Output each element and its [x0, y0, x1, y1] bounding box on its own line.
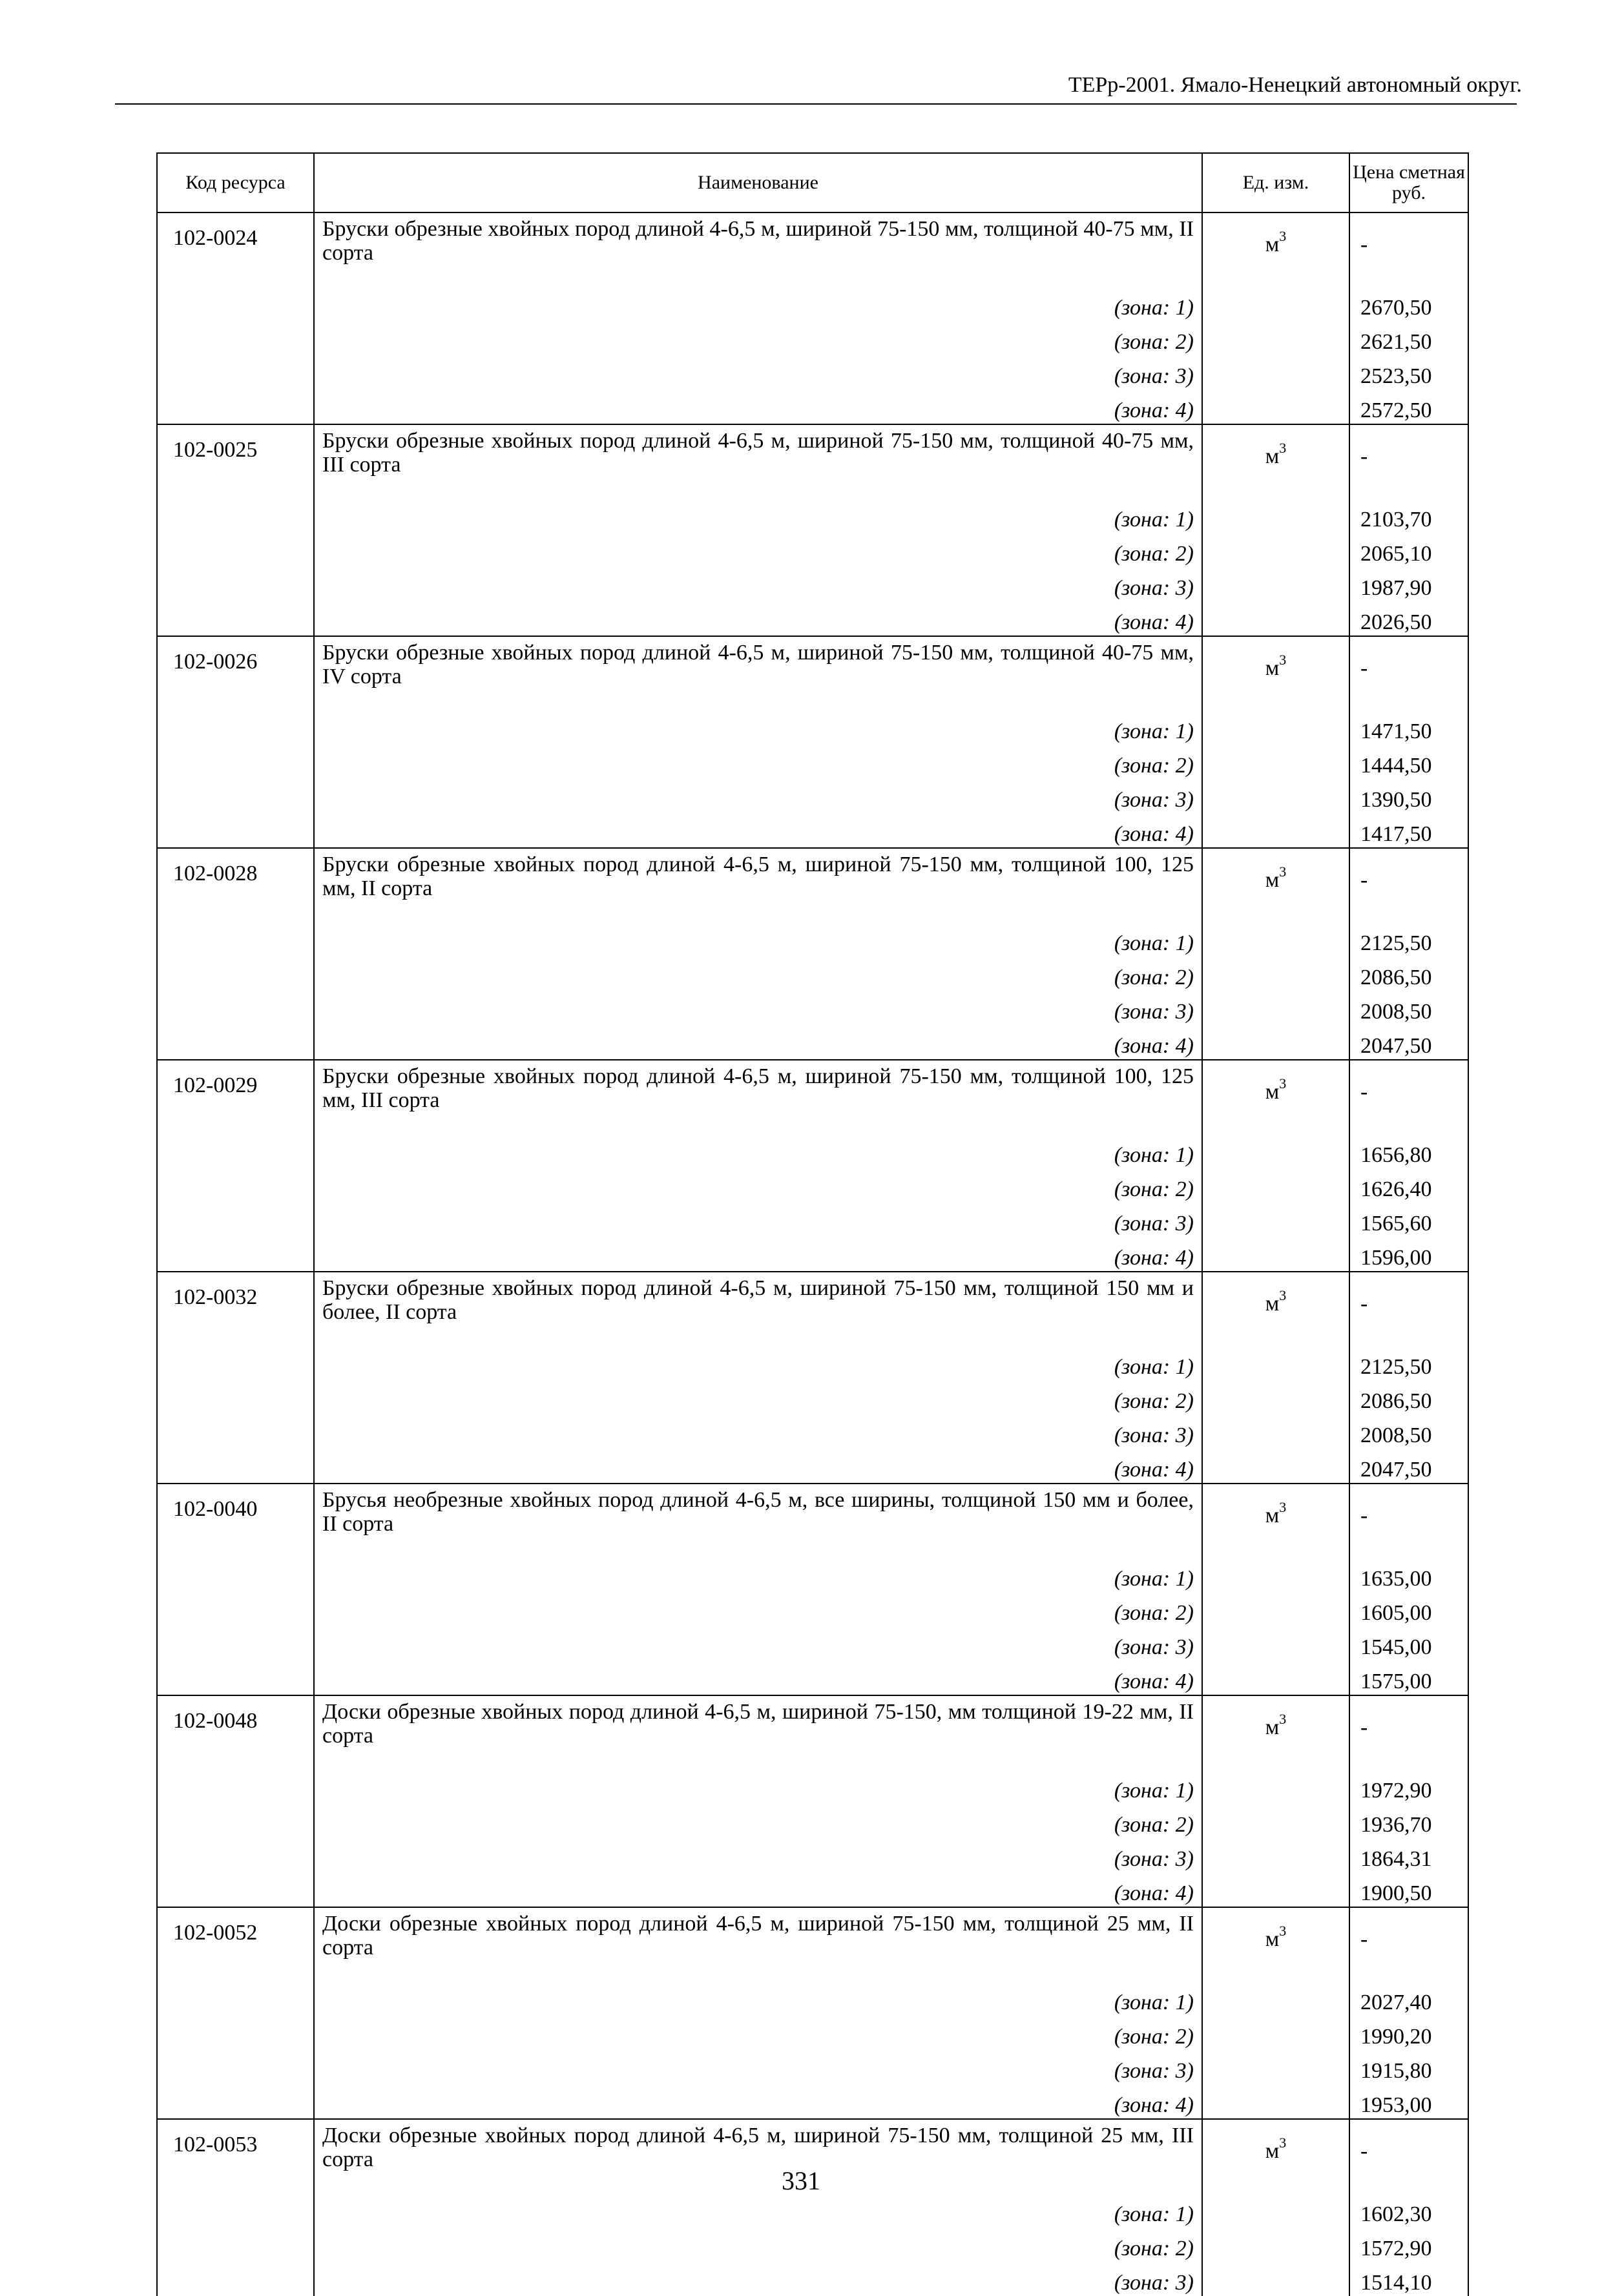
unit-cell [1202, 424, 1349, 499]
zone-code-empty [157, 355, 314, 389]
zone-code-empty [157, 1626, 314, 1660]
zone-code-empty [157, 1168, 314, 1203]
unit-exponent: 3 [1279, 651, 1287, 668]
zone-label: (зона: 3) [314, 991, 1202, 1025]
resource-code: 102-0026 [157, 636, 314, 710]
zone-label: (зона: 2) [314, 533, 1202, 567]
zone-label: (зона: 3) [314, 1838, 1202, 1872]
resource-code: 102-0028 [157, 848, 314, 922]
zone-code-empty [157, 1414, 314, 1449]
unit-exponent: 3 [1279, 1075, 1287, 1091]
zone-price: 1605,00 [1349, 1592, 1468, 1626]
zone-price: 1545,00 [1349, 1626, 1468, 1660]
zone-row [157, 991, 1468, 1025]
zone-price: 1565,60 [1349, 1203, 1468, 1237]
zone-price: 2523,50 [1349, 355, 1468, 389]
zone-code-empty [157, 1203, 314, 1237]
zone-unit-empty [1202, 2084, 1349, 2119]
zone-code-empty [157, 2050, 314, 2084]
zone-label: (зона: 3) [314, 2262, 1202, 2296]
zone-label: (зона: 2) [314, 957, 1202, 991]
zone-label: (зона: 2) [314, 1804, 1202, 1838]
resource-name: Бруски обрезные хвойных пород длиной 4-6,5 м, шириной 75-150 мм, толщиной 40-75 мм, II сорта [314, 212, 1202, 287]
zone-row [157, 813, 1468, 848]
zone-price: 1602,30 [1349, 2193, 1468, 2228]
zone-unit-empty [1202, 1592, 1349, 1626]
zone-row [157, 499, 1468, 533]
zone-row [157, 601, 1468, 636]
zone-price: 1656,80 [1349, 1134, 1468, 1168]
unit-exponent: 3 [1279, 227, 1287, 244]
zone-price: 1987,90 [1349, 567, 1468, 601]
zone-price: 2086,50 [1349, 957, 1468, 991]
zone-row [157, 321, 1468, 355]
zone-label: (зона: 2) [314, 2016, 1202, 2050]
zone-unit-empty [1202, 2193, 1349, 2228]
zone-label: (зона: 4) [314, 1025, 1202, 1060]
table-row [157, 636, 1468, 710]
zone-price: 2026,50 [1349, 601, 1468, 636]
zone-unit-empty [1202, 1770, 1349, 1804]
zone-row [157, 1804, 1468, 1838]
resource-name: Доски обрезные хвойных пород длиной 4-6,5 м, шириной 75-150, мм толщиной 19-22 мм, II сорта [314, 1695, 1202, 1770]
table-row [157, 1060, 1468, 1134]
zone-code-empty [157, 389, 314, 424]
zone-price: 1626,40 [1349, 1168, 1468, 1203]
zone-code-empty [157, 779, 314, 813]
zone-label: (зона: 1) [314, 1981, 1202, 2016]
zone-unit-empty [1202, 321, 1349, 355]
zone-price: 2047,50 [1349, 1025, 1468, 1060]
zone-unit-empty [1202, 1838, 1349, 1872]
zone-unit-empty [1202, 1380, 1349, 1414]
zone-label: (зона: 4) [314, 601, 1202, 636]
zone-code-empty [157, 922, 314, 957]
resource-code: 102-0025 [157, 424, 314, 499]
base-price: - [1349, 1272, 1468, 1346]
table-row [157, 848, 1468, 922]
zone-price: 1635,00 [1349, 1558, 1468, 1592]
zone-price: 1990,20 [1349, 2016, 1468, 2050]
zone-label: (зона: 2) [314, 2228, 1202, 2262]
table-body [157, 212, 1468, 2296]
resource-code: 102-0053 [157, 2119, 314, 2193]
zone-code-empty [157, 1025, 314, 1060]
zone-unit-empty [1202, 813, 1349, 848]
zone-row [157, 355, 1468, 389]
zone-label: (зона: 1) [314, 1134, 1202, 1168]
zone-code-empty [157, 567, 314, 601]
base-price: - [1349, 1484, 1468, 1558]
zone-price: 1953,00 [1349, 2084, 1468, 2119]
unit-cell [1202, 848, 1349, 922]
zone-row [157, 2084, 1468, 2119]
zone-unit-empty [1202, 1626, 1349, 1660]
zone-label: (зона: 1) [314, 1558, 1202, 1592]
zone-row [157, 1626, 1468, 1660]
zone-unit-empty [1202, 1168, 1349, 1203]
zone-unit-empty [1202, 499, 1349, 533]
zone-row [157, 1838, 1468, 1872]
zone-price: 1417,50 [1349, 813, 1468, 848]
unit-text: м [1265, 1080, 1280, 1104]
resource-name: Бруски обрезные хвойных пород длиной 4-6,5 м, шириной 75-150 мм, толщиной 100, 125 мм, II сорта [314, 848, 1202, 922]
zone-price: 2086,50 [1349, 1380, 1468, 1414]
resource-name: Бруски обрезные хвойных пород длиной 4-6,5 м, шириной 75-150 мм, толщиной 40-75 мм, III сорта [314, 424, 1202, 499]
resource-code: 102-0048 [157, 1695, 314, 1770]
unit-text: м [1265, 1927, 1280, 1951]
base-price: - [1349, 1695, 1468, 1770]
table-row [157, 1272, 1468, 1346]
unit-exponent: 3 [1279, 863, 1287, 880]
zone-row [157, 1025, 1468, 1060]
zone-price: 2008,50 [1349, 991, 1468, 1025]
base-price: - [1349, 1060, 1468, 1134]
unit-cell [1202, 1272, 1349, 1346]
zone-unit-empty [1202, 922, 1349, 957]
unit-exponent: 3 [1279, 1922, 1287, 1939]
zone-label: (зона: 3) [314, 567, 1202, 601]
unit-cell [1202, 1907, 1349, 1981]
zone-unit-empty [1202, 1025, 1349, 1060]
unit-cell [1202, 1060, 1349, 1134]
zone-price: 2065,10 [1349, 533, 1468, 567]
zone-row [157, 2050, 1468, 2084]
zone-row [157, 922, 1468, 957]
zone-code-empty [157, 1981, 314, 2016]
zone-label: (зона: 1) [314, 1770, 1202, 1804]
unit-text: м [1265, 1504, 1280, 1527]
zone-label: (зона: 3) [314, 1414, 1202, 1449]
zone-label: (зона: 1) [314, 710, 1202, 745]
zone-unit-empty [1202, 2228, 1349, 2262]
zone-code-empty [157, 1872, 314, 1907]
zone-code-empty [157, 991, 314, 1025]
zone-price: 2103,70 [1349, 499, 1468, 533]
base-price: - [1349, 2119, 1468, 2193]
zone-code-empty [157, 1346, 314, 1380]
zone-row [157, 389, 1468, 424]
zone-code-empty [157, 1134, 314, 1168]
zone-price: 1572,90 [1349, 2228, 1468, 2262]
zone-label: (зона: 3) [314, 355, 1202, 389]
unit-exponent: 3 [1279, 439, 1287, 456]
zone-unit-empty [1202, 1660, 1349, 1695]
zone-row [157, 1168, 1468, 1203]
zone-code-empty [157, 601, 314, 636]
zone-row [157, 1414, 1468, 1449]
zone-code-empty [157, 533, 314, 567]
zone-row [157, 287, 1468, 321]
zone-unit-empty [1202, 779, 1349, 813]
zone-label: (зона: 4) [314, 1237, 1202, 1272]
zone-row [157, 1134, 1468, 1168]
zone-price: 2572,50 [1349, 389, 1468, 424]
zone-row [157, 2193, 1468, 2228]
zone-price: 1936,70 [1349, 1804, 1468, 1838]
zone-code-empty [157, 321, 314, 355]
zone-price: 1575,00 [1349, 1660, 1468, 1695]
zone-price: 1900,50 [1349, 1872, 1468, 1907]
zone-code-empty [157, 1380, 314, 1414]
zone-unit-empty [1202, 1237, 1349, 1272]
zone-code-empty [157, 287, 314, 321]
zone-label: (зона: 1) [314, 922, 1202, 957]
resource-name: Бруски обрезные хвойных пород длиной 4-6,5 м, шириной 75-150 мм, толщиной 150 мм и более, II сорта [314, 1272, 1202, 1346]
zone-row [157, 533, 1468, 567]
zone-unit-empty [1202, 2262, 1349, 2296]
zone-unit-empty [1202, 601, 1349, 636]
column-header-code: Код ресурса [157, 153, 314, 212]
zone-label: (зона: 1) [314, 287, 1202, 321]
zone-unit-empty [1202, 2050, 1349, 2084]
zone-code-empty [157, 2193, 314, 2228]
table-header-row [157, 153, 1468, 212]
resource-name: Бруски обрезные хвойных пород длиной 4-6,5 м, шириной 75-150 мм, толщиной 40-75 мм, IV сорта [314, 636, 1202, 710]
zone-row [157, 957, 1468, 991]
zone-unit-empty [1202, 1449, 1349, 1484]
zone-unit-empty [1202, 1872, 1349, 1907]
zone-unit-empty [1202, 1558, 1349, 1592]
zone-price: 1864,31 [1349, 1838, 1468, 1872]
zone-unit-empty [1202, 355, 1349, 389]
zone-row [157, 745, 1468, 779]
resource-name: Доски обрезные хвойных пород длиной 4-6,5 м, шириной 75-150 мм, толщиной 25 мм, III сорта [314, 2119, 1202, 2193]
header-rule [115, 103, 1517, 105]
zone-row [157, 1346, 1468, 1380]
unit-exponent: 3 [1279, 1498, 1287, 1515]
base-price: - [1349, 636, 1468, 710]
resource-code: 102-0029 [157, 1060, 314, 1134]
resource-name: Доски обрезные хвойных пород длиной 4-6,5 м, шириной 75-150 мм, толщиной 25 мм, II сорта [314, 1907, 1202, 1981]
zone-row [157, 1380, 1468, 1414]
zone-code-empty [157, 1449, 314, 1484]
resource-code: 102-0040 [157, 1484, 314, 1558]
zone-label: (зона: 2) [314, 321, 1202, 355]
zone-unit-empty [1202, 1134, 1349, 1168]
zone-price: 1514,10 [1349, 2262, 1468, 2296]
zone-row [157, 1237, 1468, 1272]
zone-unit-empty [1202, 1981, 1349, 2016]
zone-label: (зона: 2) [314, 745, 1202, 779]
unit-cell [1202, 636, 1349, 710]
resource-name: Брусья необрезные хвойных пород длиной 4-6,5 м, все ширины, толщиной 150 мм и более, II сорта [314, 1484, 1202, 1558]
unit-text: м [1265, 444, 1280, 468]
zone-code-empty [157, 1770, 314, 1804]
table-row [157, 424, 1468, 499]
zone-row [157, 779, 1468, 813]
zone-label: (зона: 4) [314, 389, 1202, 424]
column-header-price: Цена сметная руб. [1349, 153, 1468, 212]
unit-cell [1202, 1695, 1349, 1770]
zone-label: (зона: 3) [314, 1626, 1202, 1660]
zone-price: 2027,40 [1349, 1981, 1468, 2016]
zone-unit-empty [1202, 957, 1349, 991]
zone-unit-empty [1202, 745, 1349, 779]
zone-label: (зона: 3) [314, 1203, 1202, 1237]
zone-code-empty [157, 2016, 314, 2050]
zone-price: 1596,00 [1349, 1237, 1468, 1272]
zone-code-empty [157, 2084, 314, 2119]
zone-row [157, 1660, 1468, 1695]
unit-exponent: 3 [1279, 1710, 1287, 1727]
unit-cell [1202, 1484, 1349, 1558]
unit-text: м [1265, 868, 1280, 892]
zone-row [157, 567, 1468, 601]
zone-unit-empty [1202, 1346, 1349, 1380]
resource-code: 102-0024 [157, 212, 314, 287]
zone-row [157, 1203, 1468, 1237]
zone-label: (зона: 4) [314, 813, 1202, 848]
table-row [157, 1695, 1468, 1770]
zone-unit-empty [1202, 567, 1349, 601]
unit-exponent: 3 [1279, 2134, 1287, 2151]
zone-unit-empty [1202, 991, 1349, 1025]
zone-label: (зона: 2) [314, 1592, 1202, 1626]
zone-code-empty [157, 1804, 314, 1838]
zone-row [157, 1872, 1468, 1907]
zone-price: 1390,50 [1349, 779, 1468, 813]
zone-price: 1444,50 [1349, 745, 1468, 779]
unit-text: м [1265, 233, 1280, 256]
running-header-title: ТЕРр-2001. Ямало-Ненецкий автономный округ. [1068, 73, 1522, 97]
zone-code-empty [157, 2262, 314, 2296]
column-header-unit: Ед. изм. [1202, 153, 1349, 212]
zone-code-empty [157, 813, 314, 848]
zone-unit-empty [1202, 1414, 1349, 1449]
zone-row [157, 1770, 1468, 1804]
zone-row [157, 1449, 1468, 1484]
zone-label: (зона: 3) [314, 779, 1202, 813]
zone-row [157, 1558, 1468, 1592]
zone-label: (зона: 1) [314, 2193, 1202, 2228]
zone-label: (зона: 4) [314, 1660, 1202, 1695]
zone-label: (зона: 2) [314, 1380, 1202, 1414]
zone-price: 2125,50 [1349, 922, 1468, 957]
zone-row [157, 2262, 1468, 2296]
zone-label: (зона: 3) [314, 2050, 1202, 2084]
price-table [156, 152, 1469, 2296]
unit-text: м [1265, 1715, 1280, 1739]
zone-code-empty [157, 1660, 314, 1695]
zone-code-empty [157, 745, 314, 779]
unit-cell [1202, 212, 1349, 287]
zone-price: 2621,50 [1349, 321, 1468, 355]
zone-unit-empty [1202, 389, 1349, 424]
zone-code-empty [157, 710, 314, 745]
zone-code-empty [157, 957, 314, 991]
resource-code: 102-0032 [157, 1272, 314, 1346]
zone-unit-empty [1202, 533, 1349, 567]
zone-code-empty [157, 1838, 314, 1872]
unit-exponent: 3 [1279, 1287, 1287, 1303]
zone-label: (зона: 1) [314, 1346, 1202, 1380]
zone-label: (зона: 4) [314, 1449, 1202, 1484]
resource-code: 102-0052 [157, 1907, 314, 1981]
zone-label: (зона: 4) [314, 1872, 1202, 1907]
zone-label: (зона: 4) [314, 2084, 1202, 2119]
zone-unit-empty [1202, 1804, 1349, 1838]
zone-price: 2125,50 [1349, 1346, 1468, 1380]
table-row [157, 1907, 1468, 1981]
zone-price: 1915,80 [1349, 2050, 1468, 2084]
column-header-name: Наименование [314, 153, 1202, 212]
zone-code-empty [157, 1558, 314, 1592]
zone-unit-empty [1202, 2016, 1349, 2050]
zone-row [157, 1592, 1468, 1626]
base-price: - [1349, 424, 1468, 499]
zone-price: 1972,90 [1349, 1770, 1468, 1804]
zone-price: 2047,50 [1349, 1449, 1468, 1484]
unit-text: м [1265, 656, 1280, 680]
zone-row [157, 710, 1468, 745]
zone-row [157, 1981, 1468, 2016]
zone-price: 2008,50 [1349, 1414, 1468, 1449]
zone-unit-empty [1202, 710, 1349, 745]
zone-row [157, 2228, 1468, 2262]
zone-price: 2670,50 [1349, 287, 1468, 321]
table-row [157, 1484, 1468, 1558]
unit-text: м [1265, 2139, 1280, 2163]
unit-text: м [1265, 1292, 1280, 1316]
page-number: 331 [782, 2166, 820, 2195]
zone-price: 1471,50 [1349, 710, 1468, 745]
base-price: - [1349, 848, 1468, 922]
base-price: - [1349, 212, 1468, 287]
table-row [157, 212, 1468, 287]
zone-code-empty [157, 499, 314, 533]
zone-code-empty [157, 2228, 314, 2262]
zone-row [157, 2016, 1468, 2050]
base-price: - [1349, 1907, 1468, 1981]
resource-name: Бруски обрезные хвойных пород длиной 4-6,5 м, шириной 75-150 мм, толщиной 100, 125 мм, III сорта [314, 1060, 1202, 1134]
zone-unit-empty [1202, 1203, 1349, 1237]
zone-label: (зона: 1) [314, 499, 1202, 533]
zone-code-empty [157, 1237, 314, 1272]
zone-label: (зона: 2) [314, 1168, 1202, 1203]
zone-code-empty [157, 1592, 314, 1626]
zone-unit-empty [1202, 287, 1349, 321]
